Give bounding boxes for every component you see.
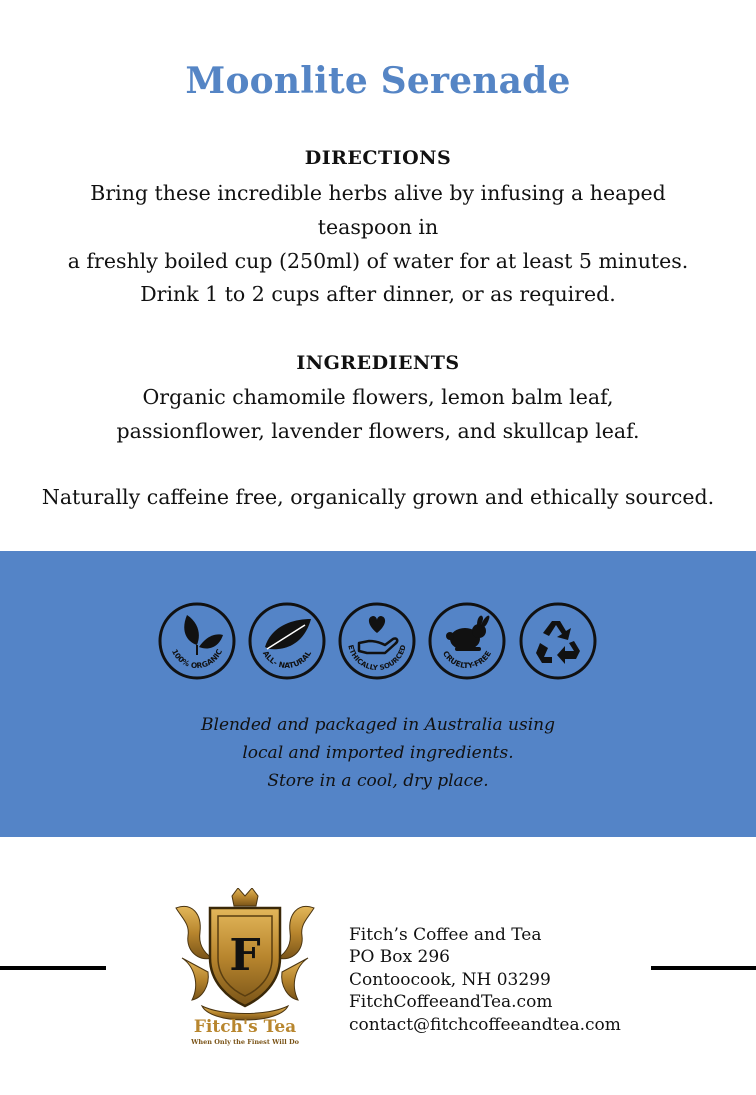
svg-text:ALL- NATURAL — [261, 649, 313, 670]
badge-label-natural: ALL- NATURAL — [260, 649, 314, 671]
recycle-badge — [520, 603, 596, 679]
badge-label-ethical: ETHICALLY SOURCED — [346, 644, 408, 673]
crest-icon — [172, 888, 318, 1050]
cruelty-free-badge — [429, 603, 505, 679]
blend-note-line-2: local and imported ingredients. — [242, 743, 514, 763]
company-address — [349, 924, 621, 1036]
blend-note — [0, 711, 756, 795]
website-link[interactable]: FitchCoffeeandTea.com — [349, 992, 553, 1013]
badge-row — [159, 603, 599, 685]
svg-text:ETHICALLY SOURCED — [346, 644, 407, 672]
directions-line-1: Bring these incredible herbs alive by infusing a heaped teaspoon in — [90, 181, 666, 239]
blend-note-line-1: Blended and packaged in Australia using — [201, 715, 555, 735]
badge-label-cruelty-free: CRUELTY-FREE — [440, 649, 494, 671]
email-link[interactable]: contact@fitchcoffeeandtea.com — [349, 1014, 621, 1035]
fitchs-tea-logo — [172, 888, 318, 1050]
directions-text — [40, 176, 716, 278]
directions-line-2: a freshly boiled cup (250ml) of water for at least 5 minutes. — [67, 249, 689, 273]
organic-badge — [159, 603, 235, 679]
organic-leaves-icon — [157, 601, 237, 681]
leaf-icon — [247, 601, 327, 681]
heart-hand-icon — [337, 601, 417, 681]
logo-brand: Fitch's Tea — [193, 1017, 297, 1037]
directions-heading: DIRECTIONS — [304, 147, 452, 169]
po-box: PO Box 296 — [349, 947, 450, 968]
ingredients-line-1: Organic chamomile flowers, lemon balm leaf, — [142, 385, 614, 409]
right-divider — [651, 966, 756, 970]
ingredients-line-2: passionflower, lavender flowers, and skullcap leaf. — [116, 419, 640, 443]
city-state-zip: Contoocook, NH 03299 — [349, 969, 551, 990]
dosage-text: Drink 1 to 2 cups after dinner, or as required. — [140, 282, 616, 306]
svg-text:CRUELTY-FREE — [441, 649, 493, 670]
ingredients-heading: INGREDIENTS — [296, 352, 460, 374]
badge-label-organic: 100% ORGANIC — [169, 647, 225, 671]
natural-badge — [249, 603, 325, 679]
company-name: Fitch’s Coffee and Tea — [349, 925, 542, 945]
recycle-icon — [518, 601, 598, 681]
caffeine-note: Naturally caffeine free, organically grown and ethically sourced. — [41, 485, 715, 509]
logo-tagline: When Only the Finest Will Do — [191, 1038, 299, 1046]
rabbit-icon — [427, 601, 507, 681]
logo-letter: F — [229, 930, 261, 981]
ethical-badge — [339, 603, 415, 679]
left-divider — [0, 966, 106, 970]
ingredients-text — [40, 380, 716, 448]
blend-note-line-3: Store in a cool, dry place. — [267, 771, 489, 791]
product-title: Moonlite Serenade — [185, 60, 571, 102]
